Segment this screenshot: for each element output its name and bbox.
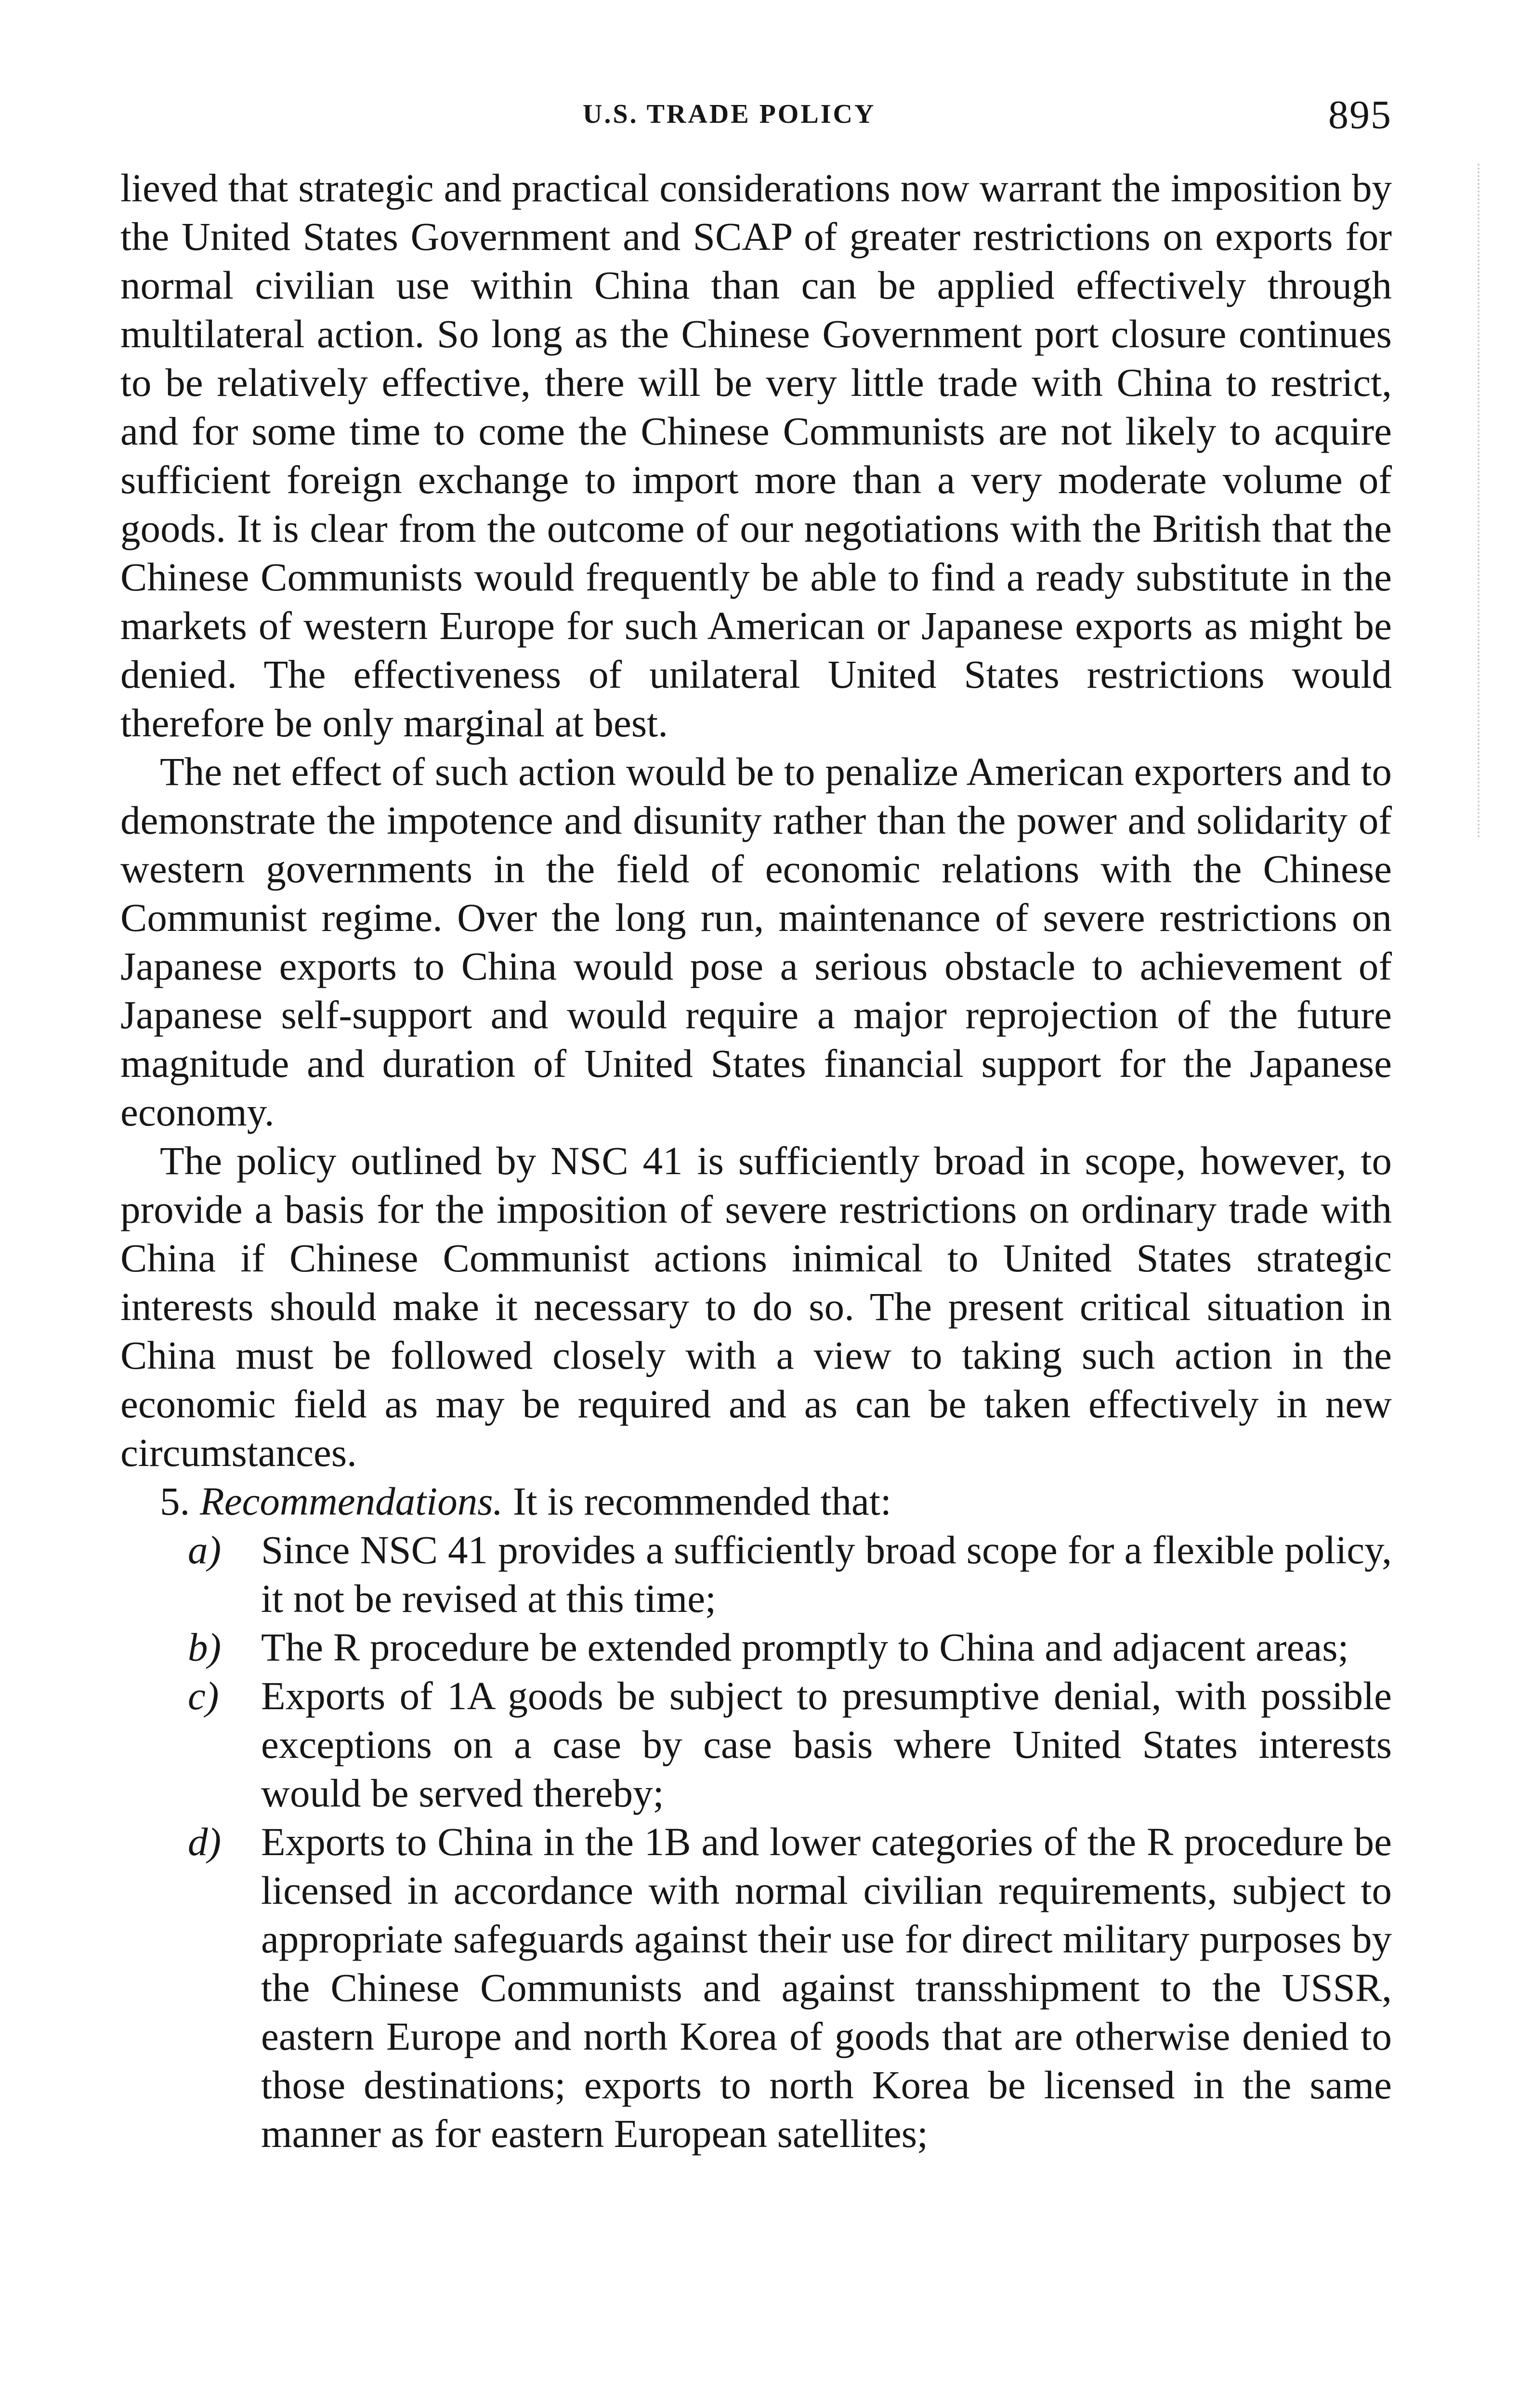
scan-margin-mark <box>1475 164 1479 838</box>
paragraph-continued: lieved that strategic and practical considerations now warrant the imposition by the United States Government and SCAP of greater restrictions on exports for normal civilian use within China than can be applied effectively through multilateral action. So long as the Chinese Government port closure continues to be relatively effective, there will be very little trade with China to restrict, and for some time to come the Chinese Communists are not likely to acquire sufficient foreign exchange to import more than a very moderate volume of goods. It is clear from the outcome of our negotiations with the British that the Chinese Communists would frequently be able to find a ready substitute in the markets of western Europe for such American or Japanese exports as might be denied. The effectiveness of unilateral United States restrictions would therefore be only marginal at best. <box>120 166 1392 745</box>
recommendation-letter: c) <box>188 1674 219 1718</box>
page-number: 895 <box>1328 92 1392 137</box>
recommendation-letter: b) <box>188 1625 222 1669</box>
recommendation-text: Since NSC 41 provides a sufficiently broad scope for a flexible policy, it not be revised at this time; <box>261 1528 1392 1621</box>
paragraph-nsc-41-policy: The policy outlined by NSC 41 is sufficiently broad in scope, however, to provide a basis for the imposition of severe restrictions on ordinary trade with China if Chinese Communist actions inimical to United States strategic interests should make it necessary to do so. The present critical situation in China must be followed closely with a view to taking such action in the economic field as may be required and as can be taken effectively in new circumstances. <box>120 1139 1392 1475</box>
recommendations-heading <box>120 1477 1392 1526</box>
running-head: U.S. TRADE POLICY <box>583 99 876 129</box>
recommendation-text: Exports of 1A goods be subject to presumptive denial, with possible exceptions on a case by case basis where United States interests would be served thereby; <box>261 1674 1392 1815</box>
recommendation-letter: d) <box>188 1819 222 1864</box>
recommendation-item <box>120 1818 1392 2158</box>
recommendation-item <box>120 1672 1392 1818</box>
section-intro: It is recommended that: <box>513 1479 891 1523</box>
recommendation-letter: a) <box>188 1528 222 1572</box>
recommendation-item <box>120 1623 1392 1672</box>
section-number: 5. <box>160 1479 190 1523</box>
paragraph-net-effect: The net effect of such action would be to penalize American exporters and to demonstrate the impotence and disunity rather than the power and solidarity of western governments in the field of economic relations with the Chinese Communist regime. Over the long run, maintenance of severe restrictions on Japanese exports to China would pose a serious obstacle to achievement of Japanese self-support and would require a major reprojection of the future magnitude and duration of United States financial support for the Japanese economy. <box>120 749 1392 1134</box>
section-title: Recommendations. <box>200 1479 503 1523</box>
recommendation-item <box>120 1526 1392 1623</box>
body-text <box>120 164 1392 2158</box>
recommendation-text: Exports to China in the 1B and lower categories of the R procedure be licensed in accordance with normal civilian requirements, subject to appropriate safeguards against their use for direct military purposes by the Chinese Communists and against transshipment to the USSR, eastern Europe and north Korea of goods that are otherwise denied to those destinations; exports to north Korea be licensed in the same manner as for eastern European satellites; <box>261 1819 1392 2156</box>
recommendation-text: The R procedure be extended promptly to China and adjacent areas; <box>261 1625 1349 1669</box>
recommendations-list <box>120 1526 1392 2158</box>
